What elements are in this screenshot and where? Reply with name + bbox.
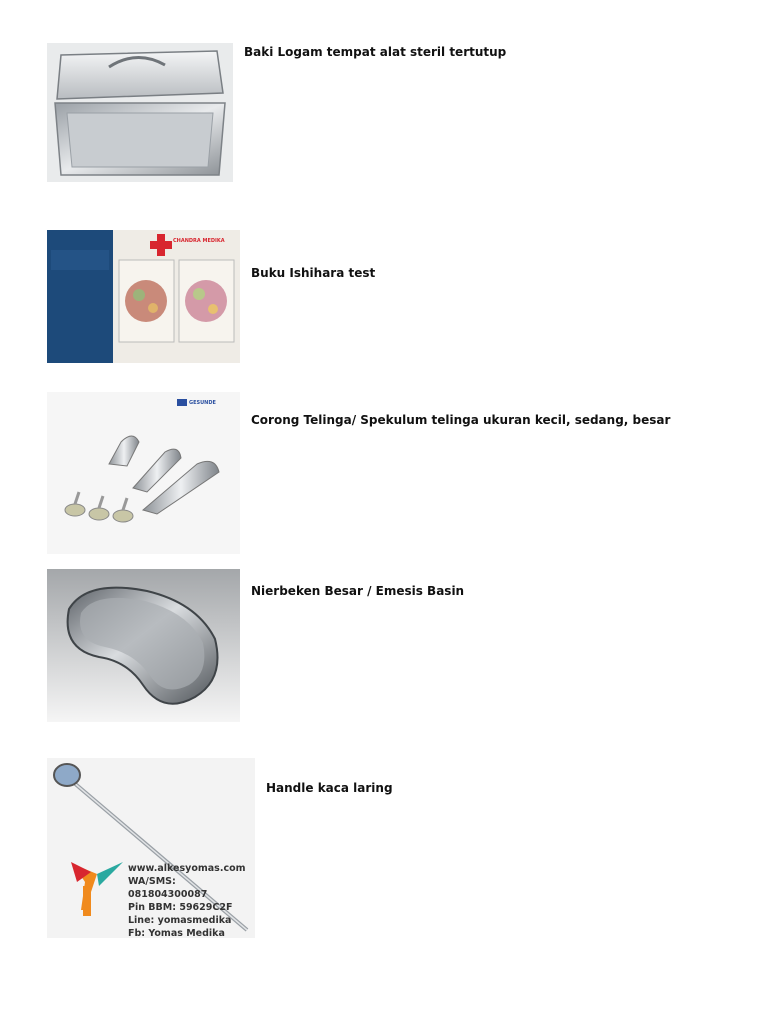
chandra-medika-brand: CHANDRA MEDIKA	[173, 238, 225, 244]
watermark-phone: WA/SMS: 081804300087	[128, 876, 208, 900]
watermark-fb: Fb: Yomas Medika	[128, 928, 225, 938]
ishihara-caption: Buku Ishihara test	[251, 266, 376, 280]
gesunde-brand: GESUNDE	[189, 400, 216, 406]
ear-speculum-photo	[47, 392, 240, 554]
kidney-basin-photo	[47, 569, 240, 722]
tray-caption: Baki Logam tempat alat steril tertutup	[244, 45, 507, 59]
speculum-caption: Corong Telinga/ Spekulum telinga ukuran kecil, sedang, besar	[251, 413, 671, 427]
ishihara-book-photo	[47, 230, 240, 363]
mirror-caption: Handle kaca laring	[266, 781, 393, 795]
watermark-pin: Pin BBM: 59629C2F	[128, 902, 233, 913]
watermark-line: Line: yomasmedika	[128, 915, 232, 926]
steel-tray-photo	[47, 43, 233, 182]
watermark-website: www.alkesyomas.com	[128, 863, 246, 874]
basin-caption: Nierbeken Besar / Emesis Basin	[251, 584, 465, 598]
laryngeal-mirror-photo	[47, 758, 255, 938]
yomas-watermark	[128, 862, 255, 938]
